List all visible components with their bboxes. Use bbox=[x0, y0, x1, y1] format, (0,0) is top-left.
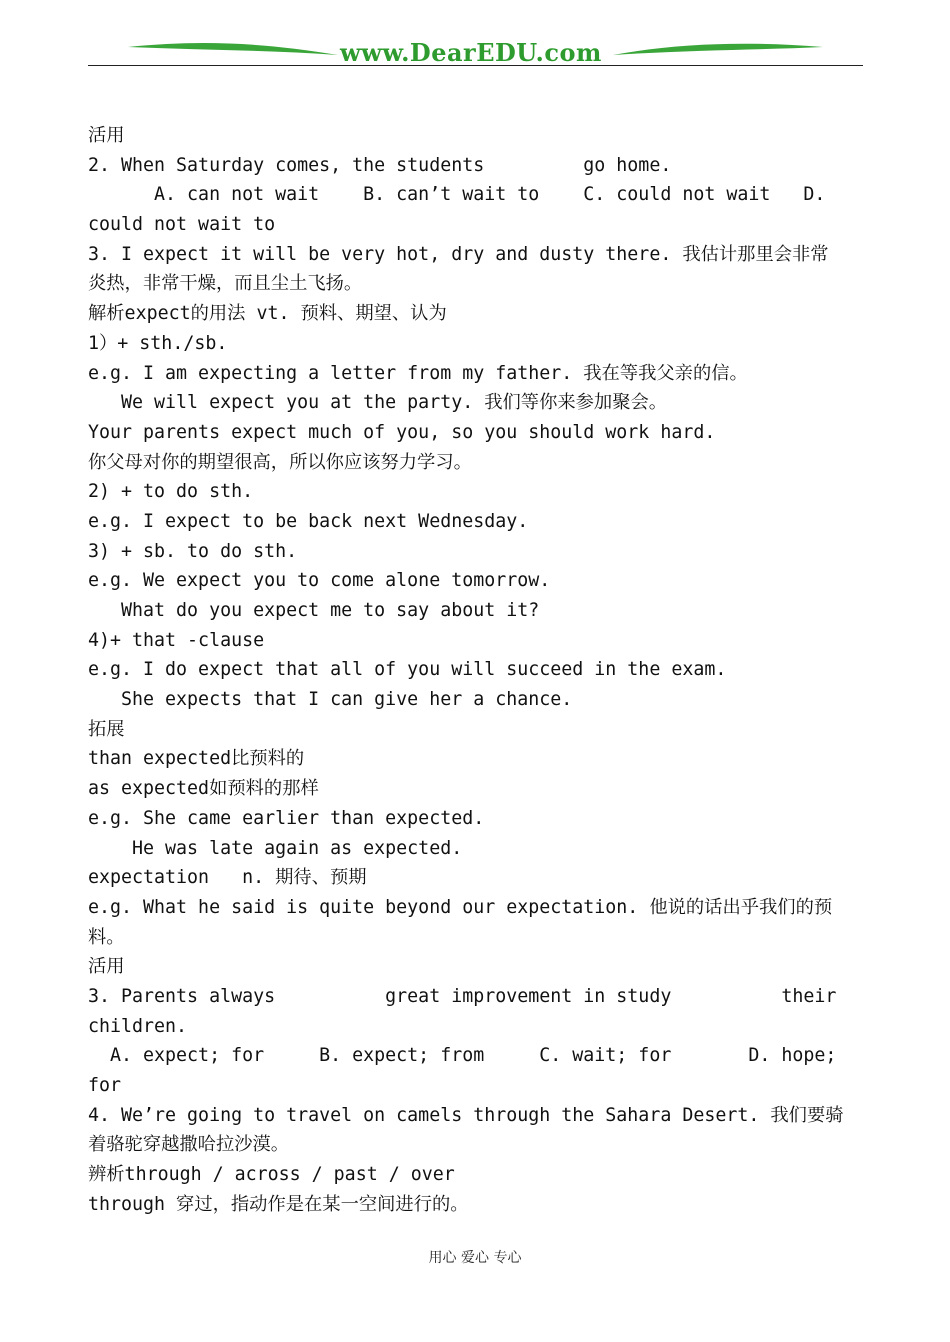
text-line: as expected如预料的那样 bbox=[88, 778, 319, 800]
text-line: than expected比预料的 bbox=[88, 748, 305, 770]
page-footer: 用心 爱心 专心 bbox=[428, 1250, 522, 1266]
text-line: She expects that I can give her a chance. bbox=[88, 689, 573, 711]
text-line: A. expect; for B. expect; from C. wait; for D. hope; bbox=[88, 1045, 837, 1067]
text-line: 料。 bbox=[88, 926, 125, 948]
text-line: 3. I expect it will be very hot, dry and dusty there. 我估计那里会非常 bbox=[88, 243, 829, 265]
text-line: 4)+ that -clause bbox=[88, 629, 265, 651]
text-line: for bbox=[88, 1075, 122, 1096]
text-line: children. bbox=[88, 1015, 188, 1037]
text-line: 4. We’re going to travel on camels through the Sahara Desert. 我们要骑 bbox=[88, 1104, 844, 1126]
text-line: e.g. What he said is quite beyond our expectation. 他说的话出乎我们的预 bbox=[88, 896, 833, 918]
text-line: 着骆驼穿越撒哈拉沙漠。 bbox=[88, 1134, 290, 1156]
text-line: 3) + sb. to do sth. bbox=[88, 540, 298, 562]
text-line: 活用 bbox=[88, 125, 125, 146]
text-line: 1）+ sth./sb. bbox=[88, 332, 228, 354]
text-line: 3. Parents always great improvement in study their bbox=[88, 985, 837, 1007]
text-line: expectation n. 期待、预期 bbox=[88, 867, 367, 889]
text-line: e.g. She came earlier than expected. bbox=[88, 807, 485, 829]
text-line: e.g. We expect you to come alone tomorrow. bbox=[88, 570, 551, 592]
text-line: What do you expect me to say about it? bbox=[88, 600, 540, 621]
text-line: 2. When Saturday comes, the students go home. bbox=[88, 154, 672, 176]
text-line: 炎热，非常干燥，而且尘土飞扬。 bbox=[88, 273, 363, 295]
text-line: 辨析through / across / past / over bbox=[88, 1164, 455, 1186]
document-body bbox=[88, 121, 863, 1219]
text-line: through 穿过，指动作是在某一空间进行的。 bbox=[88, 1193, 469, 1215]
text-line: A. can not wait B. can’t wait to C. could not wait D. bbox=[88, 184, 826, 206]
text-line: 活用 bbox=[88, 956, 125, 978]
text-line: 解析expect的用法 vt. 预料、期望、认为 bbox=[88, 303, 447, 325]
text-line: He was late again as expected. bbox=[88, 837, 463, 859]
text-line: 你父母对你的期望很高，所以你应该努力学习。 bbox=[88, 451, 472, 473]
site-logo: www.DearEDU.com bbox=[340, 38, 602, 67]
text-line: We will expect you at the party. 我们等你来参加聚会。 bbox=[88, 392, 668, 414]
text-line: e.g. I do expect that all of you will succeed in the exam. bbox=[88, 659, 727, 681]
text-line: Your parents expect much of you, so you should work hard. bbox=[88, 421, 716, 443]
text-line: could not wait to bbox=[88, 214, 276, 236]
text-line: e.g. I am expecting a letter from my father. 我在等我父亲的信。 bbox=[88, 362, 748, 384]
text-line: 2) + to do sth. bbox=[88, 481, 254, 503]
text-line: 拓展 bbox=[88, 718, 125, 740]
text-line: e.g. I expect to be back next Wednesday. bbox=[88, 510, 529, 532]
